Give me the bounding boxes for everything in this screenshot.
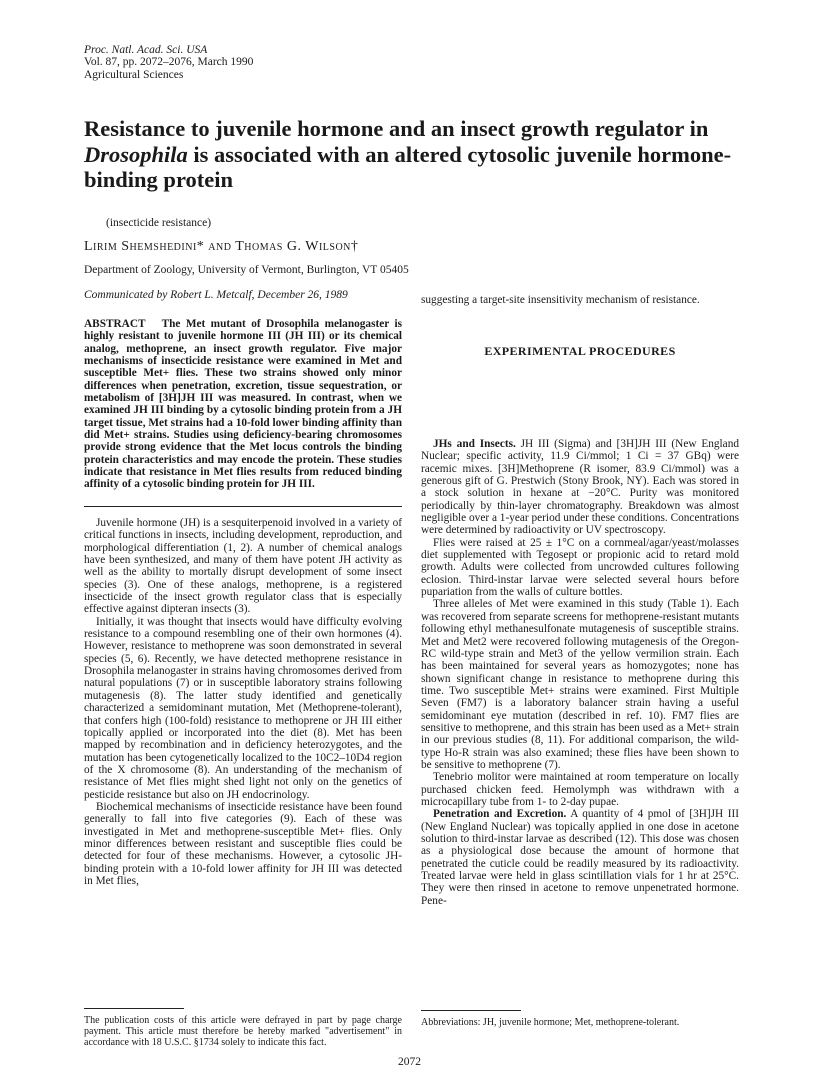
article-title: Resistance to juvenile hormone and an insect growth regulator in Drosophila is associated with an altered cytosolic juvenile hormone-binding protein (84, 116, 732, 192)
authors: Lirim Shemshedini* and Thomas G. Wilson† (84, 239, 359, 254)
footnote-divider (421, 1010, 521, 1011)
footnotes (421, 1017, 739, 1028)
keywords: (insecticide resistance) (106, 217, 212, 229)
journal-section: Agricultural Sciences (84, 68, 184, 81)
section-heading: EXPERIMENTAL PROCEDURES (484, 344, 676, 358)
pubnote-divider (84, 1008, 184, 1009)
journal-header (84, 44, 253, 81)
abstract-divider (84, 506, 402, 507)
methods-paragraph-3: Three alleles of Met were examined in this study (Table 1). Each was recovered from separate screens for methoprene-resistant mutants following ethyl methanesulfonate mutagenesis of susceptible strains. Met and Met2 were recovered following mutagenesis of the Oregon-RC wild-type strain and Met3 of the yellow vermilion strain. Each has been maintained for several years as homozygotes; none has shown significant change in resistance to methoprene during this time. Two susceptible Met+ strains were examined. First Multiple Seven (FM7) is a laboratory balancer strain having a useful semidominant eye mutation (described in ref. 10). FM7 flies are sensitive to methoprene, and this strain has been used as a Met+ strain in our previous studies (8, 11). For additional comparison, the wild-type Ho-R strain was also examined; these flies have been shown to be sensitive to methoprene (7). (421, 598, 739, 771)
methods-text (421, 438, 739, 907)
page-number: 2072 (398, 1056, 421, 1068)
methods-paragraph-5: Penetration and Excretion. A quantity of 4 pmol of [3H]JH III (New England Nuclear) was topically applied in one dose in acetone solution to third-instar larvae as described (12). This dose was chosen as a physiological dose because the amount of hormone that penetrated the cuticle could be readily measured by its radioactivity. Treated larvae were held in glass scintillation vials for 1 hr at 25°C. They were then rinsed in acetone to remove unpenetrated hormone. Pene- (421, 808, 739, 907)
abstract-label: ABSTRACT (84, 318, 146, 330)
abstract-text: The Met mutant of Drosophila melanogaster is highly resistant to juvenile hormone III (JH III) or its chemical analog, methoprene, an insect growth regulator. Five major mechanisms of insecticide resistance were examined in Met and susceptible Met+ flies. These two strains showed only minor differences when penetration, excretion, tissue sequestration, or metabolism of [3H]JH III was measured. In contrast, when we examined JH III binding by a cytosolic binding protein from a JH target tissue, Met strains had a 10-fold lower binding affinity than did Met+ strains. Studies using deficiency-bearing chromosomes provide strong evidence that the Met locus controls the binding protein characteristics and may encode the protein. These studies indicate that resistance in Met flies results from reduced binding affinity of a cytosolic binding protein for JH III. (84, 318, 402, 491)
abstract (84, 318, 402, 491)
affiliation: Department of Zoology, University of Vermont, Burlington, VT 05405 (84, 264, 409, 276)
publication-note: The publication costs of this article were defrayed in part by page charge payment. This article must therefore be hereby marked "advertisement" in accordance with 18 U.S.C. §1734 solely to indicate this fact. (84, 1015, 402, 1048)
methods-paragraph-1: JHs and Insects. JH III (Sigma) and [3H]JH III (New England Nuclear; specific activity, 11.9 Ci/mmol; 1 Ci = 37 GBq) were racemic mixes. [3H]Methoprene (R isomer, 83.9 Ci/mmol) was a generous gift of G. Prestwich (Stony Brook, NY). Each was stored in a stock solution in hexane at −20°C. Purity was monitored periodically by thin-layer chromatography. Breakdown was almost negligible over a 1-year period under these conditions. Concentrations were determined by radioactivity or UV spectroscopy. (421, 438, 739, 537)
methods-paragraph-4: Tenebrio molitor were maintained at room temperature on locally purchased chicken feed. Hemolymph was withdrawn with a microcapillary tube from 1- to 2-day pupae. (421, 771, 739, 808)
methods-paragraph-2: Flies were raised at 25 ± 1°C on a cornmeal/agar/yeast/molasses diet supplemented with Tegosept or propionic acid to retard mold growth. Adults were collected from uncrowded cultures following eclosion. Third-instar larvae were selected several hours before pupariation from the walls of culture bottles. (421, 536, 739, 599)
intro-continued: suggesting a target-site insensitivity mechanism of resistance. (421, 294, 700, 306)
intro-paragraph-2: Initially, it was thought that insects would have difficulty evolving resistance to a compound resembling one of their own hormones (4). However, resistance to methoprene was soon demonstrated in several species (5, 6). Recently, we have detected methoprene resistance in Drosophila melanogaster in strains having chromosomes derived from natural populations (7) or in susceptible laboratory strains following mutagenesis (8). The latter study identified and genetically characterized a semidominant mutation, Met (Methoprene-tolerant), that confers high (100-fold) resistance to methoprene or JH III either topically applied or incorporated into the diet (8). Met has been mapped by recombination and in deficiency heterozygotes, and the mutation has been cytogenetically localized to the 10C2–10D4 region of the X chromosome (8). An understanding of the mechanism of resistance of Met flies might shed light not only on the genetics of pesticide resistance but also on JH endocrinology. (84, 615, 402, 801)
intro-paragraph-1: Juvenile hormone (JH) is a sesquiterpenoid involved in a variety of critical functions in insects, including development, reproduction, and morphological differentiation (1, 2). A number of chemical analogs have been synthesized, and many of them have potent JH activity as well as the ability to mortally disrupt development of some insect species (3). One of these analogs, methoprene, is a registered insecticide of the insect growth regulator class that is especially effective against dipteran insects (3). (84, 517, 402, 616)
intro-paragraph-3: Biochemical mechanisms of insecticide resistance have been found generally to fall into five categories (9). Each of these was investigated in Met and methoprene-susceptible Met+ flies. Only minor differences between resistant and susceptible flies could be detected for four of these mechanisms. However, a cytosolic JH-binding protein with a 10-fold lower affinity for JH III was detected in Met flies, (84, 800, 402, 887)
footnote-abbreviations: Abbreviations: JH, juvenile hormone; Met, methoprene-tolerant. (421, 1017, 680, 1028)
intro-text (84, 517, 402, 887)
communicated-by: Communicated by Robert L. Metcalf, December 26, 1989 (84, 289, 348, 301)
journal-name: Proc. Natl. Acad. Sci. USA (84, 44, 208, 56)
journal-volume: Vol. 87, pp. 2072–2076, March 1990 (84, 56, 254, 69)
